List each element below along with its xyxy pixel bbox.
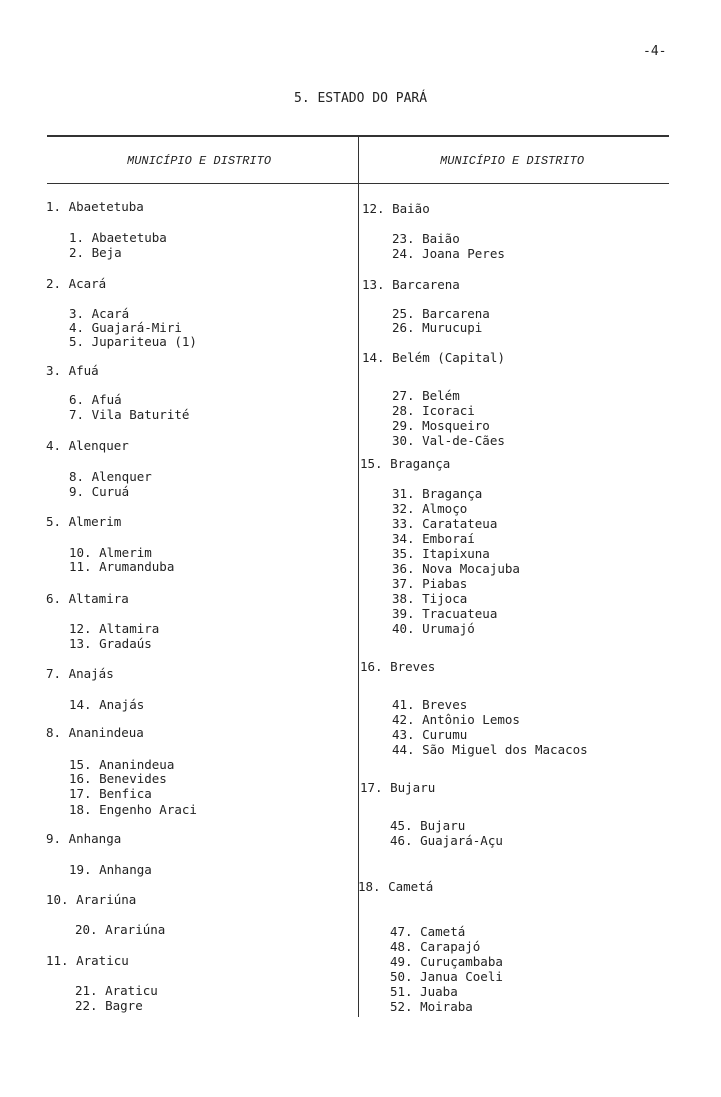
municipio-baiao: 12. Baião	[362, 201, 430, 216]
municipio-acara: 2. Acará	[46, 276, 107, 291]
distrito-tijoca: 38. Tijoca	[392, 591, 468, 606]
distrito-carapajo: 48. Carapajó	[390, 939, 481, 954]
distrito-benevides: 16. Benevides	[69, 771, 167, 786]
municipio-ananindeua: 8. Ananindeua	[46, 725, 144, 740]
distrito-benfica: 17. Benfica	[69, 786, 152, 801]
distrito-bujaru: 45. Bujaru	[390, 818, 466, 833]
distrito-almerim: 10. Almerim	[69, 545, 152, 560]
municipio-afua: 3. Afuá	[46, 363, 99, 378]
distrito-caratateua: 33. Caratateua	[392, 516, 498, 531]
distrito-barcarena: 25. Barcarena	[392, 306, 490, 321]
distrito-sao-miguel-dos-macacos: 44. São Miguel dos Macacos	[392, 742, 588, 757]
municipio-anhanga: 9. Anhanga	[46, 831, 122, 846]
distrito-antonio-lemos: 42. Antônio Lemos	[392, 712, 520, 727]
municipio-breves: 16. Breves	[360, 659, 436, 674]
distrito-abaetetuba: 1. Abaetetuba	[69, 230, 167, 245]
distrito-tracuateua: 39. Tracuateua	[392, 606, 498, 621]
section-title: 5. ESTADO DO PARÁ	[294, 91, 428, 106]
distrito-cameta: 47. Cametá	[390, 924, 466, 939]
distrito-janua-coeli: 50. Janua Coeli	[390, 969, 503, 984]
distrito-arariuna: 20. Arariúna	[75, 922, 166, 937]
distrito-icoraci: 28. Icoraci	[392, 403, 475, 418]
municipio-abaetetuba: 1. Abaetetuba	[46, 199, 144, 214]
distrito-bagre: 22. Bagre	[75, 998, 143, 1013]
distrito-itapixuna: 35. Itapixuna	[392, 546, 490, 561]
distrito-mosqueiro: 29. Mosqueiro	[392, 418, 490, 433]
municipio-altamira: 6. Altamira	[46, 591, 129, 606]
distrito-arumanduba: 11. Arumanduba	[69, 559, 175, 574]
municipio-bujaru: 17. Bujaru	[360, 780, 436, 795]
distrito-joana-peres: 24. Joana Peres	[392, 246, 505, 261]
distrito-beja: 2. Beja	[69, 245, 122, 260]
municipio-alenquer: 4. Alenquer	[46, 438, 129, 453]
distrito-altamira: 12. Altamira	[69, 621, 160, 636]
distrito-nova-mocajuba: 36. Nova Mocajuba	[392, 561, 520, 576]
distrito-acara: 3. Acará	[69, 306, 130, 321]
distrito-curucambaba: 49. Curuçambaba	[390, 954, 503, 969]
municipio-belem: 14. Belém (Capital)	[362, 350, 505, 365]
municipio-anajas: 7. Anajás	[46, 666, 114, 681]
distrito-vila-baturite: 7. Vila Baturité	[69, 407, 190, 422]
municipio-araticu: 11. Araticu	[46, 953, 129, 968]
distrito-juaba: 51. Juaba	[390, 984, 458, 999]
distrito-emborai: 34. Emboraí	[392, 531, 475, 546]
distrito-jupariteua: 5. Jupariteua (1)	[69, 334, 197, 349]
municipio-arariuna: 10. Arariúna	[46, 892, 137, 907]
distrito-engenho-araci: 18. Engenho Araci	[69, 802, 197, 817]
distrito-almoco: 32. Almoço	[392, 501, 468, 516]
distrito-curumu: 43. Curumu	[392, 727, 468, 742]
distrito-guajara-miri: 4. Guajará-Miri	[69, 320, 182, 335]
distrito-araticu: 21. Araticu	[75, 983, 158, 998]
distrito-piabas: 37. Piabas	[392, 576, 468, 591]
distrito-braganca: 31. Bragança	[392, 486, 483, 501]
distrito-anhanga: 19. Anhanga	[69, 862, 152, 877]
distrito-val-de-caes: 30. Val-de-Cães	[392, 433, 505, 448]
distrito-guajara-acu: 46. Guajará-Açu	[390, 833, 503, 848]
distrito-belem: 27. Belém	[392, 388, 460, 403]
column-header-right: MUNICÍPIO E DISTRITO	[440, 154, 585, 168]
municipio-braganca: 15. Bragança	[360, 456, 451, 471]
distrito-urumajo: 40. Urumajó	[392, 621, 475, 636]
page-number: -4-	[643, 44, 667, 59]
distrito-baiao: 23. Baião	[392, 231, 460, 246]
distrito-curua: 9. Curuá	[69, 484, 130, 499]
distrito-murucupi: 26. Murucupi	[392, 320, 483, 335]
municipio-barcarena: 13. Barcarena	[362, 277, 460, 292]
distrito-afua: 6. Afuá	[69, 392, 122, 407]
distrito-breves: 41. Breves	[392, 697, 468, 712]
distrito-ananindeua: 15. Ananindeua	[69, 757, 175, 772]
municipio-cameta: 18. Cametá	[358, 879, 434, 894]
column-header-left: MUNICÍPIO E DISTRITO	[127, 154, 272, 168]
distrito-gradaus: 13. Gradaús	[69, 636, 152, 651]
distrito-alenquer: 8. Alenquer	[69, 469, 152, 484]
distrito-moiraba: 52. Moiraba	[390, 999, 473, 1014]
distrito-anajas: 14. Anajás	[69, 697, 145, 712]
municipio-almerim: 5. Almerim	[46, 514, 122, 529]
